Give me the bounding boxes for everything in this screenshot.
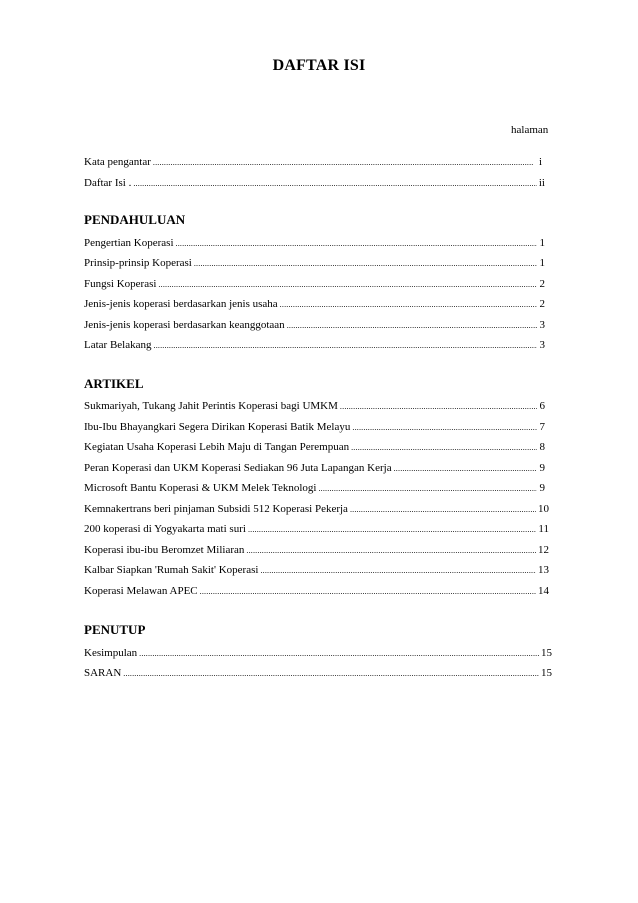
toc-entry-label: Daftar Isi .	[84, 177, 132, 189]
toc-entry[interactable]	[84, 584, 549, 598]
toc-entry[interactable]	[84, 256, 545, 270]
dot-leader	[176, 237, 538, 251]
toc-entry-page: 13	[538, 564, 549, 576]
section-heading-penutup: PENUTUP	[84, 622, 146, 637]
toc-entry[interactable]	[84, 399, 545, 413]
dot-leader	[246, 544, 536, 558]
toc-entry-page: 12	[538, 544, 549, 556]
toc-entry[interactable]	[84, 543, 549, 557]
toc-entry-label: Kesimpulan	[84, 647, 138, 659]
toc-entry-page: 1	[539, 237, 545, 249]
toc-entry[interactable]	[84, 522, 549, 536]
toc-entry-page: 15	[541, 667, 552, 679]
dot-leader	[248, 523, 536, 537]
toc-entry[interactable]	[84, 420, 545, 434]
toc-entry-label: Kegiatan Usaha Koperasi Lebih Maju di Tangan Perempuan	[84, 441, 350, 453]
dot-leader	[154, 339, 538, 353]
toc-entry[interactable]	[84, 502, 549, 516]
dot-leader	[280, 298, 537, 312]
dot-leader	[133, 177, 537, 191]
dot-leader	[153, 156, 534, 170]
toc-entry-label: Kalbar Siapkan 'Rumah Sakit' Koperasi	[84, 564, 259, 576]
toc-entry[interactable]	[84, 461, 545, 475]
toc-entry-label: Prinsip-prinsip Koperasi	[84, 257, 192, 269]
toc-entry-label: Microsoft Bantu Koperasi & UKM Melek Teknologi	[84, 482, 317, 494]
toc-entry[interactable]	[84, 646, 552, 660]
toc-entry-page: 11	[538, 523, 549, 535]
dot-leader	[287, 319, 537, 333]
toc-entry-label: Latar Belakang	[84, 339, 152, 351]
toc-entry-label: Kemnakertrans beri pinjaman Subsidi 512 Koperasi Pekerja	[84, 503, 348, 515]
toc-entry-label: 200 koperasi di Yogyakarta mati suri	[84, 523, 246, 535]
toc-entry[interactable]	[84, 666, 552, 680]
toc-entry-label: Peran Koperasi dan UKM Koperasi Sediakan 96 Juta Lapangan Kerja	[84, 462, 392, 474]
dot-leader	[351, 441, 537, 455]
toc-entry-label: Koperasi ibu-ibu Beromzet Miliaran	[84, 544, 245, 556]
toc-entry-label: SARAN	[84, 667, 122, 679]
dot-leader	[318, 482, 537, 496]
toc-entry-label: Sukmariyah, Tukang Jahit Perintis Koperasi bagi UMKM	[84, 400, 338, 412]
toc-entry-page: 6	[539, 400, 545, 412]
dot-leader	[139, 647, 539, 661]
page-column-label: halaman	[511, 124, 549, 136]
section-heading-artikel: ARTIKEL	[84, 376, 144, 391]
dot-leader	[352, 421, 537, 435]
toc-entry[interactable]	[84, 440, 545, 454]
toc-entry-label: Ibu-Ibu Bhayangkari Segera Dirikan Koperasi Batik Melayu	[84, 421, 351, 433]
toc-entry-label: Jenis-jenis koperasi berdasarkan keanggotaan	[84, 319, 285, 331]
toc-entry-page: 7	[539, 421, 545, 433]
toc-entry-page: 14	[538, 585, 549, 597]
dot-leader	[340, 400, 537, 414]
toc-entry-page: 2	[539, 298, 545, 310]
dot-leader	[260, 564, 536, 578]
dot-leader	[123, 667, 539, 681]
toc-entry-kata-pengantar[interactable]	[84, 155, 542, 169]
toc-entry-page: 9	[539, 462, 545, 474]
toc-entry-label: Pengertian Koperasi	[84, 237, 174, 249]
toc-entry-page: 2	[539, 278, 545, 290]
toc-entry-label: Jenis-jenis koperasi berdasarkan jenis usaha	[84, 298, 278, 310]
dot-leader	[350, 503, 536, 517]
toc-entry-page: 9	[539, 482, 545, 494]
toc-entry-label: Fungsi Koperasi	[84, 278, 157, 290]
toc-entry-page: 3	[539, 319, 545, 331]
toc-entry-label: Kata pengantar	[84, 156, 151, 168]
toc-entry-page: ii	[538, 177, 545, 189]
toc-entry[interactable]	[84, 236, 545, 250]
toc-entry-page: 10	[538, 503, 549, 515]
toc-entry[interactable]	[84, 277, 545, 291]
toc-entry-page: 1	[539, 257, 545, 269]
dot-leader	[158, 278, 537, 292]
toc-entry[interactable]	[84, 318, 545, 332]
dot-leader	[394, 462, 537, 476]
toc-entry-daftar-isi[interactable]	[84, 176, 545, 190]
toc-entry-page: 15	[541, 647, 552, 659]
section-heading-pendahuluan: PENDAHULUAN	[84, 212, 186, 227]
toc-entry-page: 8	[539, 441, 545, 453]
toc-entry[interactable]	[84, 481, 545, 495]
toc-entry[interactable]	[84, 563, 549, 577]
toc-entry[interactable]	[84, 338, 545, 352]
toc-entry[interactable]	[84, 297, 545, 311]
toc-entry-page: i	[538, 156, 542, 168]
dot-leader	[194, 257, 537, 271]
dot-leader	[200, 585, 536, 599]
page-title: DAFTAR ISI	[272, 57, 366, 74]
toc-entry-label: Koperasi Melawan APEC	[84, 585, 198, 597]
toc-entry-page: 3	[539, 339, 545, 351]
